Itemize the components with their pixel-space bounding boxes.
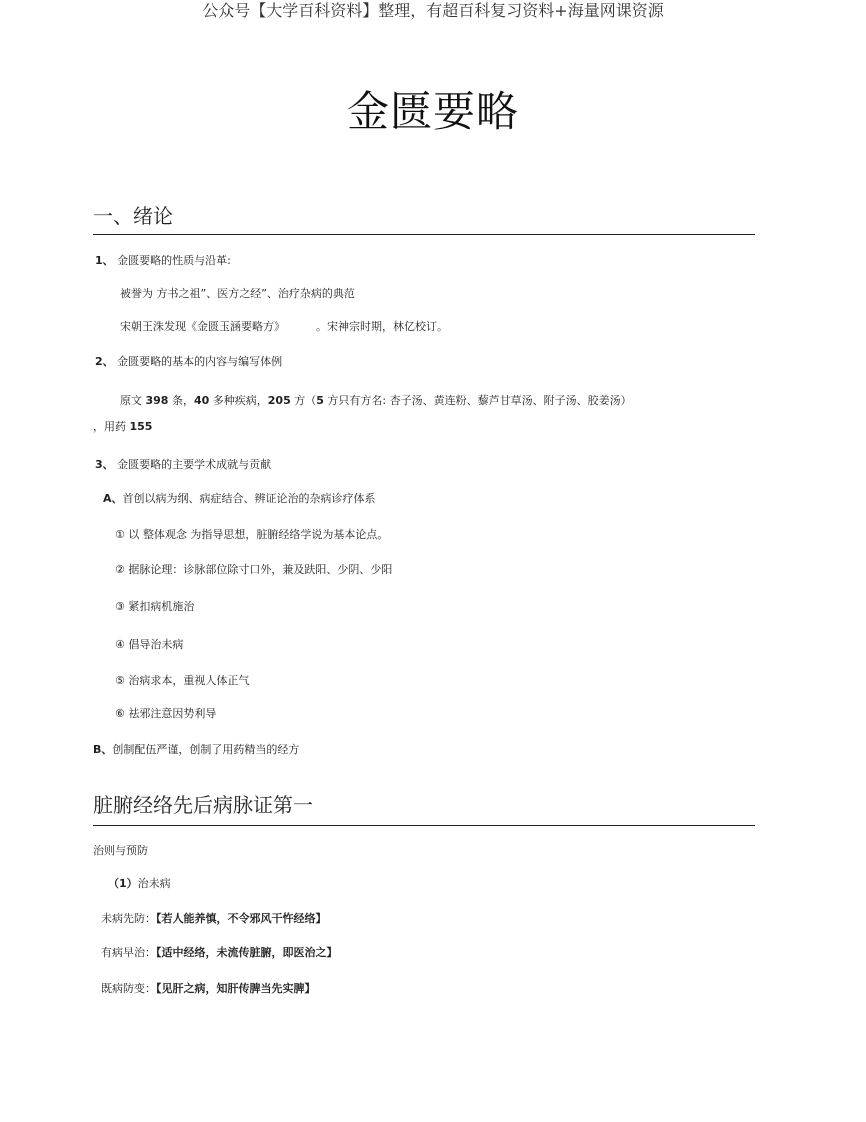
point-2: ② 据脉论理：诊脉部位除寸口外，兼及趺阳、少阴、少阳 [115, 563, 393, 576]
point-4: ④ 倡导治未病 [115, 638, 184, 651]
point-5: ⑤ 治病求本，重视人体正气 [115, 674, 250, 687]
section-heading-introduction: 一、绪论 [93, 204, 173, 228]
text-number: 205 [267, 394, 291, 407]
text-segment: 原文 [120, 394, 146, 407]
subitem-text: 创制配伍严谨，创制了用药精当的经方 [112, 743, 300, 756]
subsubsection-number: （1） [108, 877, 138, 890]
item-2-line-2 [93, 419, 152, 435]
row-label: 未病先防： [101, 912, 156, 925]
point-3: ③ 紧扣病机施治 [115, 600, 195, 613]
text-segment: 方只有方名: 杏子汤、黄连粉、藜芦甘草汤、附子汤、胶姜汤） [323, 394, 632, 407]
item-text: 金匮要略的基本的内容与编写体例 [117, 355, 283, 368]
subsection-title: 治则与预防 [93, 844, 148, 857]
item-number: 3、 [95, 458, 114, 471]
item-text: 金匮要略的性质与沿革: [117, 254, 231, 267]
text-number: 155 [129, 420, 153, 433]
item-text: 金匮要略的主要学术成就与贡献 [117, 458, 272, 471]
item-3-subitem-b [93, 742, 299, 758]
item-1 [95, 253, 231, 269]
subitem-label: A、 [103, 492, 123, 505]
subsubsection-title [108, 876, 171, 892]
text-segment: 多种疾病， [209, 394, 268, 407]
header-note: 公众号【大学百科资料】整理，有超百科复习资料+海量网课资源 [202, 1, 664, 20]
item-3-subitem-a [103, 491, 376, 507]
item-2-line-1 [120, 393, 632, 409]
subsubsection-text: 治未病 [137, 877, 171, 890]
row-label: 既病防变： [101, 982, 156, 995]
item-1-line-2a: 宋朝王洙发现《金匮玉涵要略方》 [120, 320, 285, 333]
item-number: 2、 [95, 355, 114, 368]
section-heading-chapter-one: 脏腑经络先后病脉证第一 [93, 793, 313, 817]
row-quote: 【见肝之病，知肝传脾当先实脾】 [156, 982, 316, 995]
text-number: 398 [145, 394, 169, 407]
row-quote: 【适中经络，未流传脏腑，即医治之】 [156, 946, 338, 959]
text-number: 5 [316, 394, 324, 407]
item-3 [95, 457, 271, 473]
text-segment: ，用药 [93, 420, 130, 433]
item-2 [95, 354, 282, 370]
point-6: ⑥ 祛邪注意因势利导 [115, 707, 217, 720]
section-divider [93, 825, 755, 826]
prevention-row [101, 945, 338, 961]
item-1-line-1: 被誉为 方书之祖”、医方之经”、治疗杂病的典范 [120, 287, 355, 300]
section-divider [93, 234, 755, 235]
item-1-line-2b: 。宋神宗时期，林亿校订。 [316, 320, 448, 333]
text-segment: 条， [168, 394, 194, 407]
subitem-text: 首创以病为纲、病症结合、辨证论治的杂病诊疗体系 [122, 492, 376, 505]
row-quote: 【若人能养慎，不令邪风干忤经络】 [156, 912, 327, 925]
subitem-label: B、 [93, 743, 113, 756]
text-segment: 方（ [290, 394, 317, 407]
row-label: 有病早治： [101, 946, 156, 959]
item-number: 1、 [95, 254, 114, 267]
point-1: ① 以 整体观念 为指导思想，脏腑经络学说为基本论点。 [115, 528, 389, 541]
prevention-row [101, 911, 327, 927]
text-number: 40 [193, 394, 210, 407]
prevention-row [101, 981, 316, 997]
document-title: 金匮要略 [346, 87, 519, 136]
